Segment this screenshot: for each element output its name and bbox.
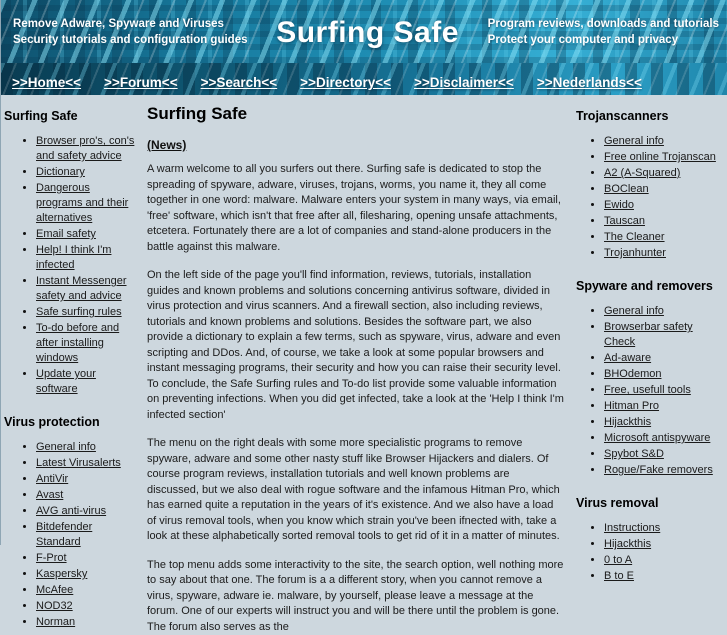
page-title: Surfing Safe [147, 104, 564, 124]
list-item [36, 567, 139, 582]
sidebar-link[interactable]: To-do before and after installing windows [36, 322, 119, 364]
sidebar-link[interactable]: Dangerous programs and their alternatives [36, 182, 128, 224]
section-title: Surfing Safe [4, 109, 139, 123]
left-sidebar-section-surfing-safe [4, 109, 139, 397]
right-sidebar [570, 95, 727, 545]
right-sidebar-section-trojanscanners [576, 109, 725, 261]
list-item [36, 181, 139, 226]
list-item [604, 304, 725, 319]
left-sidebar [1, 95, 141, 545]
sidebar-link[interactable]: Ad-aware [604, 352, 651, 364]
header-tagline-left [1, 16, 248, 48]
section-title: Trojanscanners [576, 109, 725, 123]
list-item [604, 320, 725, 350]
article-body [147, 162, 564, 635]
right-sidebar-section-virus-removal [576, 496, 725, 584]
sidebar-link[interactable]: Hijackthis [604, 416, 651, 428]
sidebar-link[interactable]: Ewido [604, 199, 634, 211]
nav-link[interactable]: >>Nederlands<< [537, 75, 642, 90]
list-item [36, 615, 139, 630]
list-item [604, 521, 725, 536]
sidebar-link[interactable]: Hitman Pro [604, 400, 659, 412]
section-title: Virus removal [576, 496, 725, 510]
section-link-list [4, 440, 139, 630]
section-link-list [576, 521, 725, 584]
header-tagline-right [488, 16, 727, 48]
list-item [604, 230, 725, 245]
list-item [36, 321, 139, 366]
sidebar-link[interactable]: Free, usefull tools [604, 384, 691, 396]
list-item [36, 472, 139, 487]
section-link-list [576, 304, 725, 478]
article-paragraph: A warm welcome to all you surfers out there. Surfing safe is dedicated to stop the spreading of spyware, adware, viruses, trojans, worms, you name it, they all come together in one word: malware. Malware enters your system in many ways, via email, 'free' software, which isn't that free after all, filesharing, opening unsafe attachments, etcetera. Fortunately there are a lot of companies and stand-alone producers in the battle against this malware. [147, 162, 564, 255]
list-item [604, 463, 725, 478]
sidebar-link[interactable]: Safe surfing rules [36, 306, 122, 318]
list-item [604, 431, 725, 446]
list-item [36, 488, 139, 503]
nav-link[interactable]: >>Home<< [12, 75, 81, 90]
nav-link[interactable]: >>Forum<< [104, 75, 178, 90]
sidebar-link[interactable]: Microsoft antispyware [604, 432, 710, 444]
list-item [604, 166, 725, 181]
tagline-left-line1: Remove Adware, Spyware and Viruses [13, 16, 248, 32]
sidebar-link[interactable]: BOClean [604, 183, 649, 195]
list-item [36, 551, 139, 566]
list-item [604, 351, 725, 366]
sidebar-link[interactable]: Dictionary [36, 166, 85, 178]
list-item [604, 447, 725, 462]
left-sidebar-section-virus-protection [4, 415, 139, 630]
sidebar-link[interactable]: McAfee [36, 584, 73, 596]
list-item [36, 305, 139, 320]
sidebar-link[interactable]: Spybot S&D [604, 448, 664, 460]
sidebar-link[interactable]: AVG anti-virus [36, 505, 106, 517]
sidebar-link[interactable]: AntiVir [36, 473, 68, 485]
sidebar-link[interactable]: Browserbar safety Check [604, 321, 693, 348]
sidebar-link[interactable]: Norman [36, 616, 75, 628]
sidebar-link[interactable]: Trojanhunter [604, 247, 666, 259]
list-item [604, 415, 725, 430]
sidebar-link[interactable]: A2 (A-Squared) [604, 167, 680, 179]
list-item [36, 504, 139, 519]
article-paragraph: On the left side of the page you'll find information, reviews, tutorials, installation guides and known problems and solutions concerning antivirus software, divided in virus protection and virus scanners. And a firewall section, also including reviews, tutorials and known problems and solutions. Besides the software part, we also provide a dictionary to explain a few terms, such as spyware, virus, adware and even scripting and DDos. And, of course, we take a look at some popular browsers and instant messaging programs, their security and how you can raise their security level. To conclude, the Safe Surfing rules and To-do list provide some valuable information on preventing infections. When you did get infected, take a look at the 'Help I think I'm infected section' [147, 268, 564, 423]
list-item [36, 367, 139, 397]
tagline-right-line1: Program reviews, downloads and tutorials [488, 16, 719, 32]
section-link-list [4, 134, 139, 397]
list-item [604, 569, 725, 584]
section-link-list [576, 134, 725, 261]
sidebar-link[interactable]: Hijackthis [604, 538, 651, 550]
news-link[interactable]: (News) [147, 138, 186, 152]
tagline-right-line2: Protect your computer and privacy [488, 32, 719, 48]
sidebar-link[interactable]: Kaspersky [36, 568, 87, 580]
main-nav [1, 63, 727, 95]
list-item [604, 182, 725, 197]
list-item [604, 553, 725, 568]
nav-link[interactable]: >>Directory<< [300, 75, 391, 90]
list-item [604, 537, 725, 552]
sidebar-link[interactable]: Avast [36, 489, 63, 501]
list-item [604, 399, 725, 414]
sidebar-link[interactable]: General info [36, 441, 96, 453]
header-banner [1, 0, 727, 63]
sidebar-link[interactable]: Update your software [36, 368, 96, 395]
sidebar-link[interactable]: B to E [604, 570, 634, 582]
sidebar-link[interactable]: Latest Virusalerts [36, 457, 121, 469]
list-item [36, 520, 139, 550]
site-title: Surfing Safe [248, 14, 488, 50]
article-paragraph: The top menu adds some interactivity to the site, the search option, well nothing more to say about that one. The forum is a a different story, when you cannot remove a virus, spyware, adware ie. malware, by yourself, please leave a message at the forum. One of our experts will instruct you and will be there until the problem is gone. The forum also serves as the [147, 558, 564, 635]
list-item [36, 227, 139, 242]
right-sidebar-section-spyware-removers [576, 279, 725, 478]
sidebar-link[interactable]: Email safety [36, 228, 96, 240]
list-item [604, 383, 725, 398]
article-paragraph: The menu on the right deals with some more specialistic programs to remove spyware, adware and some other nasty stuff like Browser Hijackers and dialers. Of course program reviews, installation tutorials and well known problems are discussed, but we also deal with rogue software and the infamous Hitman Pro, which has earned quite a reputation in the years of it's existence. And we also have a load of virus removal tools, when you know which strain you've been ifnected with, take a look at these alphabetically sorted removal tools to get rid of it in a matter of minutes. [147, 436, 564, 545]
sidebar-link[interactable]: General info [604, 305, 664, 317]
list-item [604, 246, 725, 261]
sidebar-link[interactable]: F-Prot [36, 552, 67, 564]
section-title: Spyware and removers [576, 279, 725, 293]
list-item [604, 214, 725, 229]
list-item [36, 274, 139, 304]
sidebar-link[interactable]: Instant Messenger safety and advice [36, 275, 127, 302]
list-item [36, 456, 139, 471]
sidebar-link[interactable]: 0 to A [604, 554, 632, 566]
sidebar-link[interactable]: Browser pro's, con's and safety advice [36, 135, 134, 162]
list-item [36, 134, 139, 164]
list-item [36, 583, 139, 598]
list-item [36, 243, 139, 273]
tagline-left-line2: Security tutorials and configuration guides [13, 32, 248, 48]
sidebar-link[interactable]: BHOdemon [604, 368, 661, 380]
list-item [36, 599, 139, 614]
sidebar-link[interactable]: Free online Trojanscan [604, 151, 716, 163]
nav-link[interactable]: >>Search<< [201, 75, 278, 90]
section-title: Virus protection [4, 415, 139, 429]
main-content [141, 95, 570, 545]
sidebar-link[interactable]: NOD32 [36, 600, 73, 612]
page-content [1, 95, 727, 545]
list-item [604, 367, 725, 382]
sidebar-link[interactable]: Help! I think I'm infected [36, 244, 111, 271]
list-item [36, 165, 139, 180]
sidebar-link[interactable]: Tauscan [604, 215, 645, 227]
sidebar-link[interactable]: Instructions [604, 522, 660, 534]
nav-link[interactable]: >>Disclaimer<< [414, 75, 514, 90]
list-item [604, 134, 725, 149]
list-item [604, 198, 725, 213]
sidebar-link[interactable]: The Cleaner [604, 231, 665, 243]
sidebar-link[interactable]: Bitdefender Standard [36, 521, 92, 548]
sidebar-link[interactable]: General info [604, 135, 664, 147]
list-item [604, 150, 725, 165]
list-item [36, 440, 139, 455]
sidebar-link[interactable]: Rogue/Fake removers [604, 464, 713, 476]
